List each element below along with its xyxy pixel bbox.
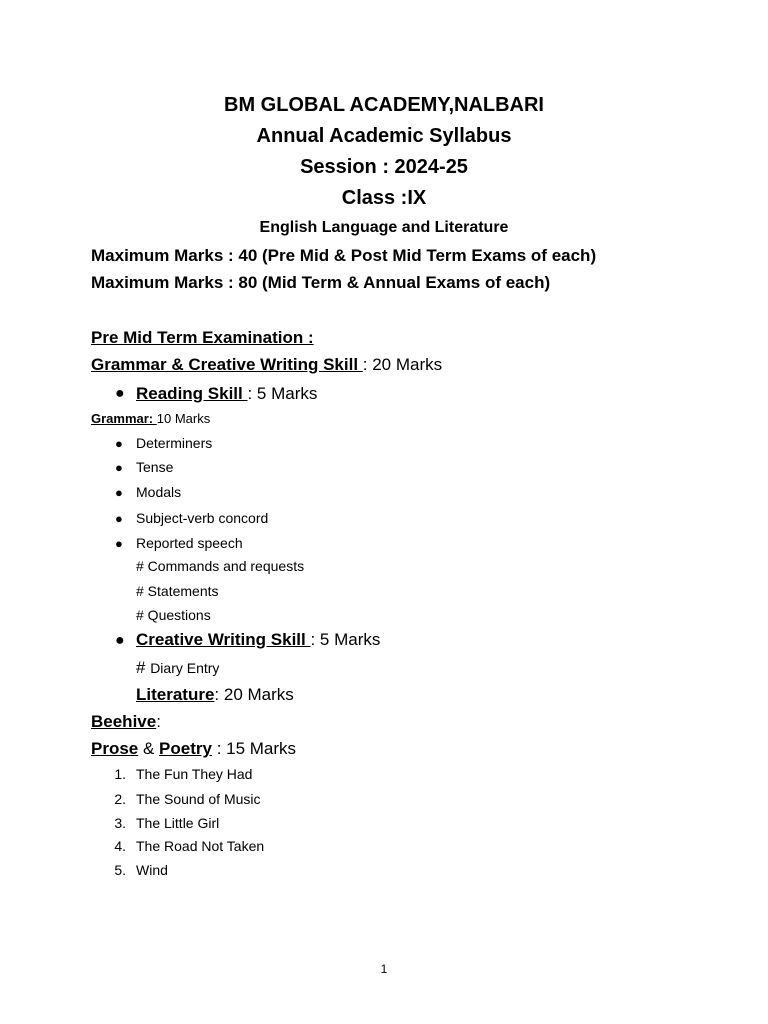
beehive-label: Beehive (91, 712, 157, 731)
chapter-title: The Road Not Taken (136, 838, 265, 854)
max-marks-line-2: Maximum Marks : 80 (Mid Term & Annual Exams of each) (91, 273, 551, 292)
chapter-number: 5. (114, 862, 126, 878)
reported-subtopic: # Commands and requests (136, 558, 305, 574)
grammar-topic: Reported speech (136, 535, 243, 551)
reading-line (136, 384, 317, 404)
grammar-writing-label: Grammar & Creative Writing Skill (91, 355, 363, 374)
creative-item-text: Diary Entry (150, 660, 220, 676)
grammar-marks: 10 Marks (156, 411, 211, 426)
document-title: Annual Academic Syllabus (256, 125, 512, 147)
bullet-icon: ● (115, 632, 125, 649)
grammar-topic: Modals (136, 484, 182, 500)
creative-label: Creative Writing Skill (136, 630, 311, 649)
page-number: 1 (380, 962, 388, 976)
chapter-number: 3. (114, 815, 126, 831)
max-marks-line-1: Maximum Marks : 40 (Pre Mid & Post Mid Term Exams of each) (91, 246, 597, 265)
class-line: Class :IX (341, 187, 427, 209)
literature-marks: : 20 Marks (214, 685, 294, 704)
bullet-icon: ● (115, 511, 123, 526)
bullet-icon: ● (115, 485, 123, 500)
chapter-number: 1. (114, 766, 126, 782)
chapter-number: 2. (114, 791, 126, 807)
beehive-line (91, 712, 161, 732)
prose-label: Prose (91, 739, 139, 758)
grammar-writing-marks: : 20 Marks (362, 355, 443, 374)
grammar-label: Grammar: (91, 411, 157, 426)
grammar-topic: Tense (136, 459, 174, 475)
bullet-icon: ● (115, 385, 125, 402)
reading-label: Reading Skill (136, 384, 248, 403)
reported-subtopic: # Questions (136, 607, 211, 623)
creative-item (136, 658, 219, 678)
chapter-title: Wind (136, 862, 168, 878)
grammar-topic: Determiners (136, 435, 213, 451)
session-line: Session : 2024-25 (300, 156, 468, 178)
creative-line (136, 630, 380, 650)
prose-poetry-line (91, 739, 296, 759)
reported-subtopic: # Statements (136, 583, 219, 599)
pre-mid-heading: Pre Mid Term Examination : (91, 328, 314, 347)
grammar-line (91, 411, 210, 426)
literature-label: Literature (136, 685, 215, 704)
chapter-title: The Sound of Music (136, 791, 261, 807)
bullet-icon: ● (115, 536, 123, 551)
amp: & (138, 739, 160, 758)
prose-poetry-marks: : 15 Marks (211, 739, 297, 758)
creative-marks: : 5 Marks (310, 630, 381, 649)
literature-line (136, 685, 294, 705)
chapter-title: The Fun They Had (136, 766, 253, 782)
bullet-icon: ● (115, 460, 123, 475)
bullet-icon: ● (115, 436, 123, 451)
chapter-number: 4. (114, 838, 126, 854)
grammar-writing-line (91, 355, 442, 375)
grammar-topic: Subject-verb concord (136, 510, 269, 526)
chapter-title: The Little Girl (136, 815, 220, 831)
hash-symbol: # (136, 658, 151, 677)
subject-title: English Language and Literature (259, 219, 509, 236)
beehive-colon: : (156, 712, 161, 731)
reading-marks: : 5 Marks (247, 384, 318, 403)
poetry-label: Poetry (159, 739, 212, 758)
school-name: BM GLOBAL ACADEMY,NALBARI (224, 94, 544, 116)
